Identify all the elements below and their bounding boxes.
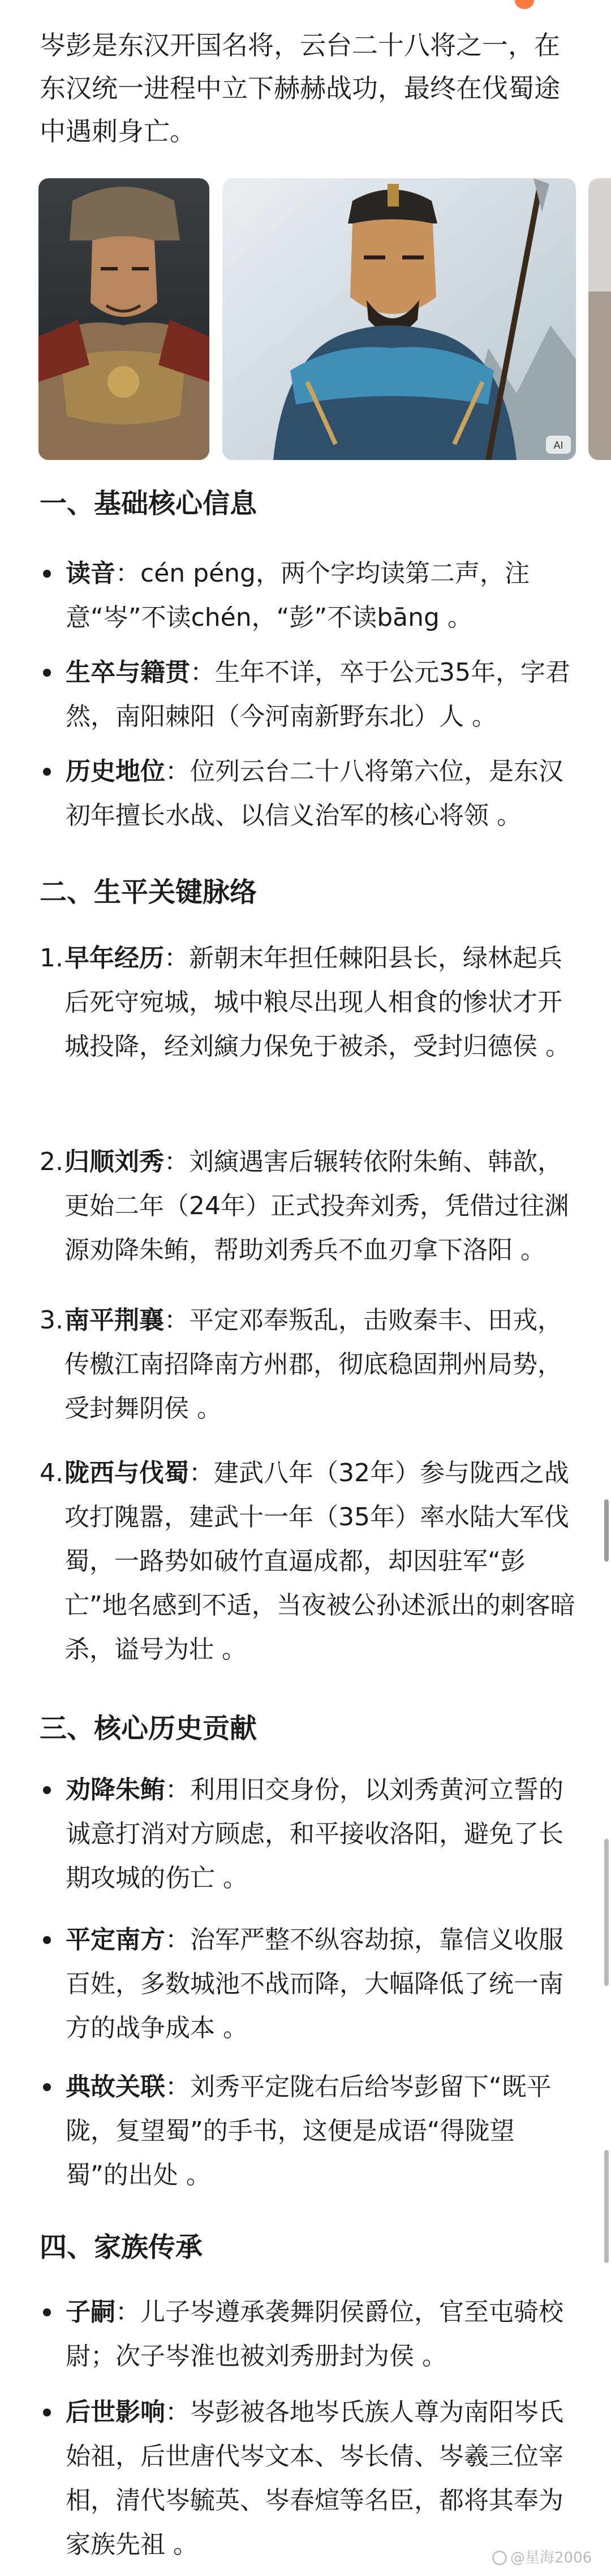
item-label: 归顺刘秀 — [64, 1147, 164, 1176]
section-title-life-timeline: 二、生平关键脉络 — [40, 876, 257, 908]
intro-paragraph: 岑彭是东汉开国名将，云台二十八将之一，在东汉统一进程中立下赫赫战功，最终在伐蜀途中遇刺身亡。 — [40, 30, 560, 147]
spear-general-icon — [222, 178, 576, 460]
armored-general-icon — [38, 178, 209, 460]
list-item — [40, 1451, 577, 1672]
list-item — [40, 1768, 577, 1900]
item-text: ：刘縯遇害后辗转依附朱鲔、韩歆，更始二年（24年）正式投奔刘秀，凭借过往渊源劝降朱鲔，帮助刘秀兵不血刃拿下洛阳 。 — [64, 1147, 569, 1265]
partial-image-icon — [588, 178, 611, 460]
section-title-contributions: 三、核心历史贡献 — [40, 1713, 257, 1744]
list-item — [40, 2290, 577, 2379]
item-text: ：平定邓奉叛乱，击败秦丰、田戎，传檄江南招降南方州郡，彻底稳固荆州局势，受封舞阴侯 。 — [64, 1306, 562, 1423]
item-label: 平定南方 — [66, 1925, 165, 1954]
item-label: 后世影响 — [66, 2398, 165, 2427]
item-label: 南平荆襄 — [64, 1306, 164, 1335]
item-label: 子嗣 — [66, 2298, 115, 2326]
section-title-basic-info: 一、基础核心信息 — [40, 488, 257, 519]
watermark-text: @星海2006 — [510, 2549, 592, 2566]
item-text: ：cén péng，两个字均读第二声，注意“岑”不读chén，“彭”不读bāng 。 — [66, 559, 530, 632]
section-title-family: 四、家族传承 — [40, 2231, 203, 2263]
item-label: 陇西与伐蜀 — [64, 1459, 189, 1487]
gallery-image-3[interactable] — [588, 178, 611, 460]
list-item — [40, 1140, 577, 1272]
item-text: ：建武八年（32年）参与陇西之战攻打隗嚣，建武十一年（35年）率水陆大军伐蜀，一路势如破竹直逼成都，却因驻军“彭亡”地名感到不适，当夜被公孙述派出的刺客暗杀，谥号为壮 。 — [64, 1459, 575, 1664]
list-item — [40, 750, 577, 838]
scrollbar-thumb[interactable] — [604, 1499, 609, 1562]
item-text: ：治军严整不纵容劫掠，靠信义收服百姓，多数城池不战而降，大幅降低了统一南方的战争成本 。 — [66, 1925, 563, 2042]
list-item — [40, 2390, 577, 2567]
list-item — [40, 552, 577, 640]
item-text: ：利用旧交身份，以刘秀黄河立誓的诚意打消对方顾虑，和平接收洛阳，避免了长期攻城的伤亡 。 — [66, 1775, 563, 1893]
item-label: 历史地位 — [66, 757, 165, 786]
weibo-icon — [492, 2551, 507, 2565]
scrollbar-thumb[interactable] — [604, 2150, 609, 2263]
item-label: 典故关联 — [66, 2072, 165, 2101]
list-item — [40, 651, 577, 739]
item-label: 生卒与籍贯 — [66, 658, 190, 687]
watermark — [492, 2546, 592, 2567]
gallery-image-2[interactable] — [222, 178, 576, 460]
item-text: ：新朝末年担任棘阳县长，绿林起兵后死守宛城，城中粮尽出现人相食的惨状才开城投降，经刘縯力保免于被杀，受封归德侯 。 — [64, 944, 570, 1061]
list-item — [40, 936, 577, 1069]
list-item — [40, 2065, 577, 2197]
item-label: 读音 — [66, 559, 115, 588]
item-text: ：生年不详，卒于公元35年，字君然，南阳棘阳（今河南新野东北）人 。 — [66, 658, 570, 731]
notification-dot — [515, 0, 534, 9]
list-item — [40, 1918, 577, 2050]
scrollbar-thumb[interactable] — [604, 1839, 609, 1986]
item-text: ：位列云台二十八将第六位，是东汉初年擅长水战、以信义治军的核心将领 。 — [66, 757, 563, 830]
item-text: ：刘秀平定陇右后给岑彭留下“既平陇，复望蜀”的手书，这便是成语“得陇望蜀”的出处 。 — [66, 2072, 552, 2190]
item-text: ：岑彭被各地岑氏族人尊为南阳岑氏始祖，后世唐代岑文本、岑长倩、岑羲三位宰相，清代岑毓英、岑春煊等名臣，都将其奉为家族先祖 。 — [66, 2398, 563, 2559]
item-label: 劝降朱鲔 — [66, 1775, 165, 1804]
item-number: 1. — [40, 944, 63, 973]
item-text: ：儿子岑遵承袭舞阴侯爵位，官至屯骑校尉；次子岑淮也被刘秀册封为侯 。 — [66, 2298, 563, 2371]
item-number: 2. — [40, 1147, 63, 1176]
item-number: 4. — [40, 1459, 63, 1487]
ai-badge: AI — [553, 440, 563, 451]
list-item — [40, 1298, 577, 1431]
gallery-image-1[interactable] — [38, 178, 209, 460]
item-number: 3. — [40, 1306, 63, 1335]
image-gallery[interactable] — [38, 178, 611, 460]
item-label: 早年经历 — [64, 944, 164, 973]
